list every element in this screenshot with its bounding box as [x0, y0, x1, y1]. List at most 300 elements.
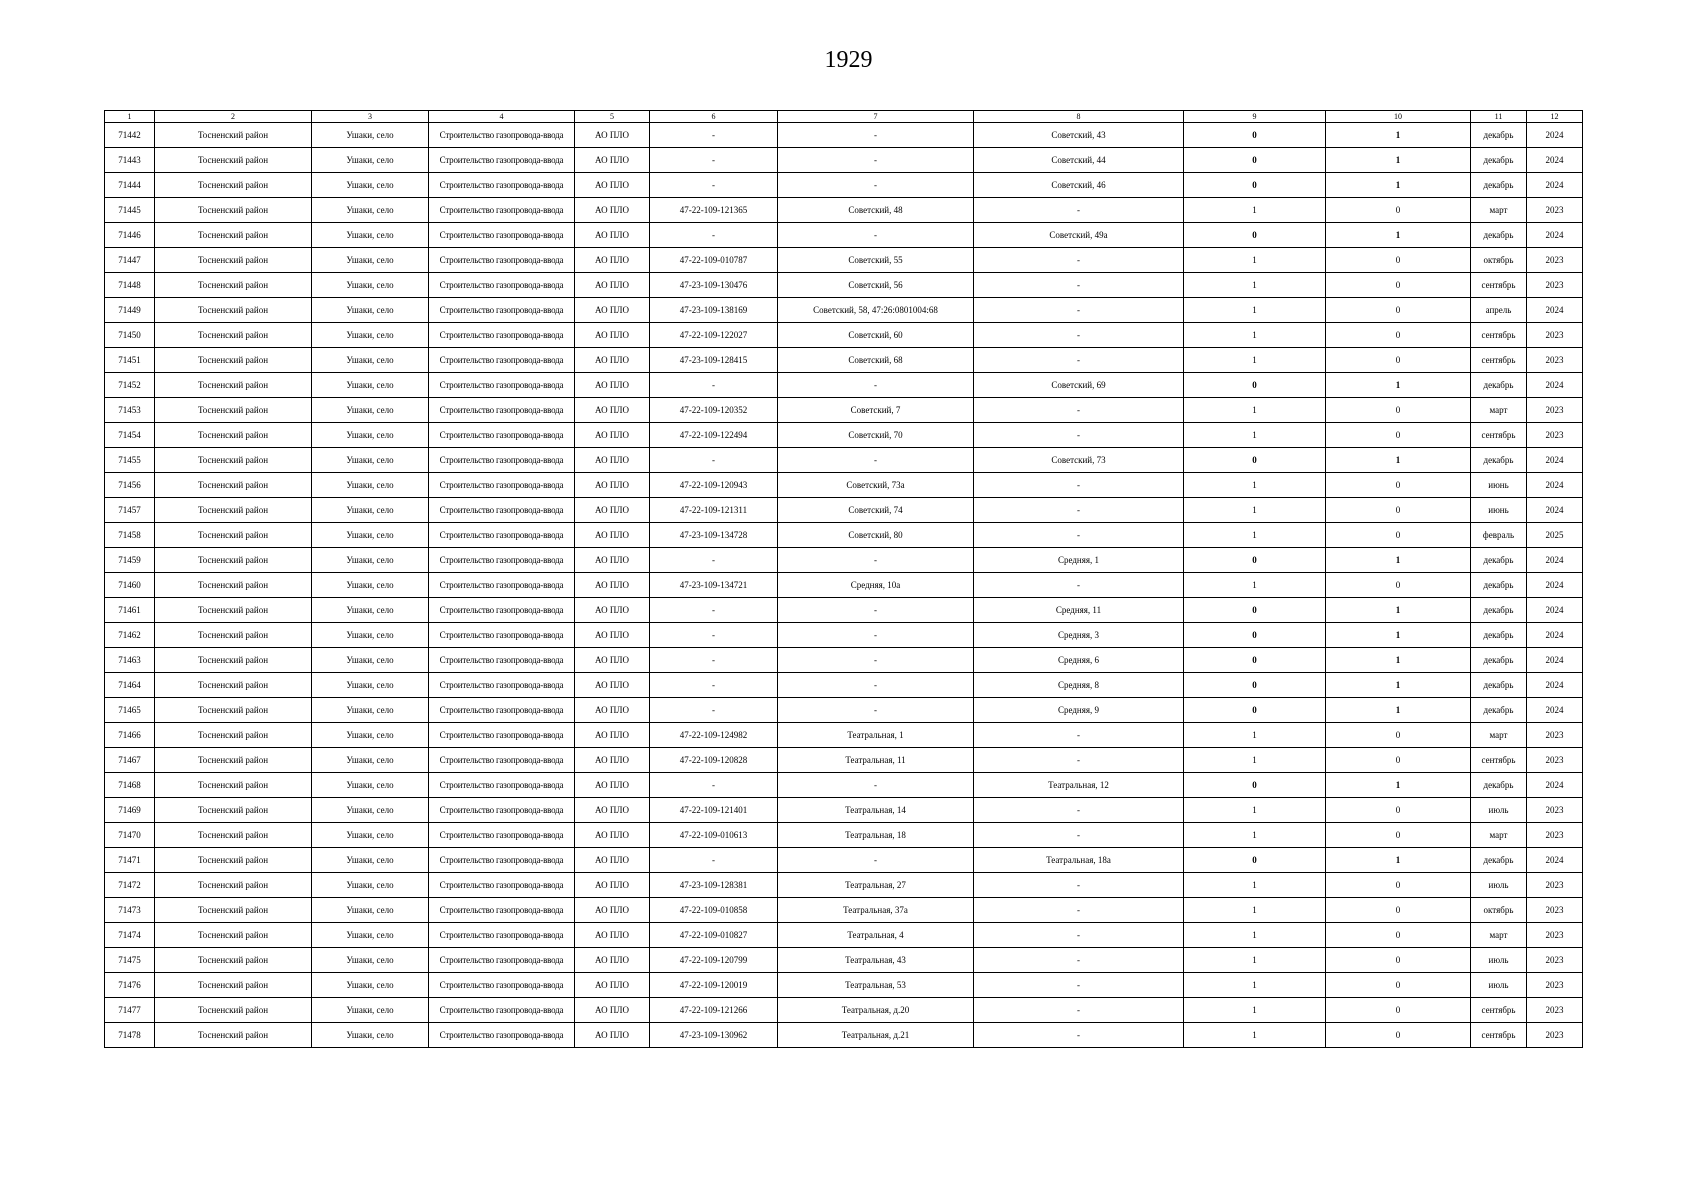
cell-cadastral-number: 47-22-109-120352	[650, 398, 778, 423]
cell-organization: АО ПЛО	[575, 1023, 650, 1048]
cell-district: Тосненский район	[155, 623, 312, 648]
cell-cadastral-number: -	[650, 148, 778, 173]
cell-organization: АО ПЛО	[575, 723, 650, 748]
cell-year: 2024	[1527, 123, 1583, 148]
cell-settlement: Ушаки, село	[312, 123, 429, 148]
cell-count-planned: 0	[1326, 973, 1471, 998]
cell-work-type: Строительство газопровода-ввода	[429, 723, 575, 748]
cell-address-connected: -	[778, 848, 974, 873]
cell-row-number: 71458	[105, 523, 155, 548]
cell-address-connected: Театральная, 1	[778, 723, 974, 748]
table-row	[105, 123, 1583, 148]
cell-month: декабрь	[1471, 848, 1527, 873]
cell-count-planned: 0	[1326, 248, 1471, 273]
cell-cadastral-number: 47-22-109-120799	[650, 948, 778, 973]
cell-cadastral-number: 47-22-109-121266	[650, 998, 778, 1023]
cell-settlement: Ушаки, село	[312, 823, 429, 848]
column-header-5: 5	[575, 111, 650, 123]
cell-address-connected: Театральная, 37а	[778, 898, 974, 923]
cell-address-connected: Театральная, 18	[778, 823, 974, 848]
cell-row-number: 71469	[105, 798, 155, 823]
cell-year: 2024	[1527, 473, 1583, 498]
cell-district: Тосненский район	[155, 873, 312, 898]
cell-organization: АО ПЛО	[575, 673, 650, 698]
table-row	[105, 273, 1583, 298]
cell-month: сентябрь	[1471, 323, 1527, 348]
cell-count-planned: 0	[1326, 898, 1471, 923]
cell-count-connected: 1	[1184, 973, 1326, 998]
table-row	[105, 1023, 1583, 1048]
cell-count-planned: 1	[1326, 173, 1471, 198]
cell-row-number: 71464	[105, 673, 155, 698]
cell-row-number: 71467	[105, 748, 155, 773]
cell-year: 2024	[1527, 173, 1583, 198]
cell-year: 2023	[1527, 923, 1583, 948]
cell-count-planned: 0	[1326, 573, 1471, 598]
cell-year: 2023	[1527, 823, 1583, 848]
cell-district: Тосненский район	[155, 973, 312, 998]
column-header-1: 1	[105, 111, 155, 123]
cell-count-planned: 1	[1326, 698, 1471, 723]
cell-count-planned: 1	[1326, 548, 1471, 573]
cell-organization: АО ПЛО	[575, 648, 650, 673]
cell-district: Тосненский район	[155, 148, 312, 173]
cell-district: Тосненский район	[155, 823, 312, 848]
table-row	[105, 198, 1583, 223]
cell-month: июнь	[1471, 498, 1527, 523]
cell-row-number: 71446	[105, 223, 155, 248]
cell-year: 2023	[1527, 898, 1583, 923]
cell-cadastral-number: -	[650, 448, 778, 473]
table-row	[105, 698, 1583, 723]
table-row	[105, 423, 1583, 448]
cell-row-number: 71471	[105, 848, 155, 873]
cell-address-planned: -	[974, 998, 1184, 1023]
cell-address-planned: -	[974, 1023, 1184, 1048]
column-header-12: 12	[1527, 111, 1583, 123]
cell-address-connected: Советский, 68	[778, 348, 974, 373]
cell-count-connected: 0	[1184, 648, 1326, 673]
cell-organization: АО ПЛО	[575, 398, 650, 423]
cell-address-connected: Театральная, 27	[778, 873, 974, 898]
cell-work-type: Строительство газопровода-ввода	[429, 698, 575, 723]
cell-district: Тосненский район	[155, 123, 312, 148]
cell-address-planned: -	[974, 723, 1184, 748]
cell-work-type: Строительство газопровода-ввода	[429, 198, 575, 223]
cell-work-type: Строительство газопровода-ввода	[429, 323, 575, 348]
cell-district: Тосненский район	[155, 548, 312, 573]
cell-address-planned: Советский, 43	[974, 123, 1184, 148]
column-header-4: 4	[429, 111, 575, 123]
cell-count-connected: 1	[1184, 723, 1326, 748]
cell-work-type: Строительство газопровода-ввода	[429, 998, 575, 1023]
table-row	[105, 873, 1583, 898]
cell-count-planned: 1	[1326, 373, 1471, 398]
table-row	[105, 948, 1583, 973]
cell-settlement: Ушаки, село	[312, 723, 429, 748]
cell-row-number: 71456	[105, 473, 155, 498]
cell-row-number: 71474	[105, 923, 155, 948]
cell-address-connected: Советский, 80	[778, 523, 974, 548]
cell-count-planned: 0	[1326, 748, 1471, 773]
cell-settlement: Ушаки, село	[312, 523, 429, 548]
cell-count-planned: 0	[1326, 498, 1471, 523]
cell-year: 2024	[1527, 498, 1583, 523]
cell-row-number: 71443	[105, 148, 155, 173]
cell-settlement: Ушаки, село	[312, 198, 429, 223]
cell-district: Тосненский район	[155, 523, 312, 548]
cell-work-type: Строительство газопровода-ввода	[429, 273, 575, 298]
cell-count-planned: 1	[1326, 223, 1471, 248]
cell-settlement: Ушаки, село	[312, 998, 429, 1023]
cell-address-connected: Театральная, 53	[778, 973, 974, 998]
cell-count-planned: 0	[1326, 398, 1471, 423]
cell-row-number: 71449	[105, 298, 155, 323]
cell-year: 2023	[1527, 273, 1583, 298]
cell-district: Тосненский район	[155, 923, 312, 948]
cell-organization: АО ПЛО	[575, 773, 650, 798]
cell-settlement: Ушаки, село	[312, 948, 429, 973]
table-row	[105, 798, 1583, 823]
cell-organization: АО ПЛО	[575, 123, 650, 148]
cell-organization: АО ПЛО	[575, 173, 650, 198]
cell-year: 2024	[1527, 373, 1583, 398]
column-header-3: 3	[312, 111, 429, 123]
cell-settlement: Ушаки, село	[312, 798, 429, 823]
table-row	[105, 248, 1583, 273]
cell-year: 2023	[1527, 423, 1583, 448]
cell-district: Тосненский район	[155, 348, 312, 373]
cell-cadastral-number: 47-22-109-121365	[650, 198, 778, 223]
cell-row-number: 71451	[105, 348, 155, 373]
cell-month: декабрь	[1471, 448, 1527, 473]
cell-cadastral-number: 47-22-109-010787	[650, 248, 778, 273]
cell-district: Тосненский район	[155, 323, 312, 348]
cell-work-type: Строительство газопровода-ввода	[429, 148, 575, 173]
cell-cadastral-number: 47-23-109-128415	[650, 348, 778, 373]
cell-year: 2023	[1527, 348, 1583, 373]
cell-count-connected: 1	[1184, 948, 1326, 973]
cell-month: октябрь	[1471, 898, 1527, 923]
cell-address-planned: Советский, 46	[974, 173, 1184, 198]
cell-row-number: 71450	[105, 323, 155, 348]
cell-row-number: 71470	[105, 823, 155, 848]
table-row	[105, 398, 1583, 423]
cell-organization: АО ПЛО	[575, 848, 650, 873]
cell-address-planned: Театральная, 18а	[974, 848, 1184, 873]
cell-row-number: 71463	[105, 648, 155, 673]
cell-month: декабрь	[1471, 223, 1527, 248]
cell-cadastral-number: -	[650, 698, 778, 723]
cell-settlement: Ушаки, село	[312, 648, 429, 673]
cell-address-planned: Средняя, 11	[974, 598, 1184, 623]
cell-address-connected: Театральная, 14	[778, 798, 974, 823]
cell-count-planned: 0	[1326, 273, 1471, 298]
cell-address-planned: Советский, 69	[974, 373, 1184, 398]
cell-address-connected: -	[778, 698, 974, 723]
cell-count-connected: 1	[1184, 498, 1326, 523]
cell-settlement: Ушаки, село	[312, 298, 429, 323]
cell-address-planned: -	[974, 248, 1184, 273]
cell-count-connected: 0	[1184, 123, 1326, 148]
cell-work-type: Строительство газопровода-ввода	[429, 423, 575, 448]
cell-cadastral-number: 47-22-109-010613	[650, 823, 778, 848]
cell-address-connected: -	[778, 548, 974, 573]
cell-cadastral-number: -	[650, 598, 778, 623]
cell-count-connected: 0	[1184, 223, 1326, 248]
cell-settlement: Ушаки, село	[312, 923, 429, 948]
cell-organization: АО ПЛО	[575, 448, 650, 473]
cell-district: Тосненский район	[155, 948, 312, 973]
cell-row-number: 71476	[105, 973, 155, 998]
cell-settlement: Ушаки, село	[312, 248, 429, 273]
cell-year: 2024	[1527, 298, 1583, 323]
table-row	[105, 173, 1583, 198]
cell-district: Тосненский район	[155, 223, 312, 248]
cell-address-connected: -	[778, 448, 974, 473]
cell-district: Тосненский район	[155, 898, 312, 923]
cell-count-connected: 0	[1184, 548, 1326, 573]
cell-cadastral-number: -	[650, 648, 778, 673]
cell-organization: АО ПЛО	[575, 473, 650, 498]
cell-settlement: Ушаки, село	[312, 973, 429, 998]
cell-district: Тосненский район	[155, 398, 312, 423]
cell-count-planned: 1	[1326, 848, 1471, 873]
cell-address-planned: Советский, 49а	[974, 223, 1184, 248]
cell-row-number: 71477	[105, 998, 155, 1023]
cell-address-connected: Советский, 73а	[778, 473, 974, 498]
cell-district: Тосненский район	[155, 573, 312, 598]
cell-address-connected: Театральная, 4	[778, 923, 974, 948]
cell-organization: АО ПЛО	[575, 223, 650, 248]
cell-district: Тосненский район	[155, 723, 312, 748]
cell-district: Тосненский район	[155, 773, 312, 798]
cell-count-connected: 0	[1184, 373, 1326, 398]
cell-address-planned: Средняя, 3	[974, 623, 1184, 648]
cell-cadastral-number: -	[650, 673, 778, 698]
cell-month: декабрь	[1471, 123, 1527, 148]
table-row	[105, 148, 1583, 173]
table-row	[105, 298, 1583, 323]
cell-address-connected: Советский, 7	[778, 398, 974, 423]
cell-settlement: Ушаки, село	[312, 373, 429, 398]
column-header-10: 10	[1326, 111, 1471, 123]
cell-address-planned: -	[974, 398, 1184, 423]
cell-count-connected: 1	[1184, 348, 1326, 373]
cell-count-planned: 0	[1326, 198, 1471, 223]
table-body	[105, 123, 1583, 1048]
cell-count-connected: 0	[1184, 773, 1326, 798]
cell-work-type: Строительство газопровода-ввода	[429, 398, 575, 423]
cell-year: 2023	[1527, 973, 1583, 998]
cell-district: Тосненский район	[155, 1023, 312, 1048]
cell-count-planned: 0	[1326, 948, 1471, 973]
cell-cadastral-number: -	[650, 548, 778, 573]
cell-district: Тосненский район	[155, 298, 312, 323]
cell-month: июль	[1471, 973, 1527, 998]
table-row	[105, 573, 1583, 598]
cell-organization: АО ПЛО	[575, 573, 650, 598]
cell-month: март	[1471, 923, 1527, 948]
cell-settlement: Ушаки, село	[312, 273, 429, 298]
cell-work-type: Строительство газопровода-ввода	[429, 598, 575, 623]
column-header-6: 6	[650, 111, 778, 123]
cell-work-type: Строительство газопровода-ввода	[429, 373, 575, 398]
cell-work-type: Строительство газопровода-ввода	[429, 348, 575, 373]
cell-month: декабрь	[1471, 548, 1527, 573]
cell-year: 2024	[1527, 148, 1583, 173]
cell-month: декабрь	[1471, 773, 1527, 798]
cell-district: Тосненский район	[155, 673, 312, 698]
cell-count-planned: 1	[1326, 673, 1471, 698]
cell-address-planned: -	[974, 273, 1184, 298]
cell-row-number: 71457	[105, 498, 155, 523]
cell-count-connected: 0	[1184, 598, 1326, 623]
cell-cadastral-number: 47-22-109-120019	[650, 973, 778, 998]
cell-row-number: 71461	[105, 598, 155, 623]
cell-cadastral-number: 47-22-109-122027	[650, 323, 778, 348]
cell-work-type: Строительство газопровода-ввода	[429, 473, 575, 498]
cell-month: апрель	[1471, 298, 1527, 323]
cell-district: Тосненский район	[155, 273, 312, 298]
table-row	[105, 773, 1583, 798]
cell-count-planned: 0	[1326, 323, 1471, 348]
cell-cadastral-number: 47-23-109-130962	[650, 1023, 778, 1048]
cell-settlement: Ушаки, село	[312, 598, 429, 623]
cell-count-planned: 0	[1326, 423, 1471, 448]
cell-address-planned: -	[974, 323, 1184, 348]
cell-address-planned: -	[974, 898, 1184, 923]
cell-year: 2023	[1527, 723, 1583, 748]
cell-month: март	[1471, 198, 1527, 223]
cell-district: Тосненский район	[155, 173, 312, 198]
cell-district: Тосненский район	[155, 448, 312, 473]
cell-organization: АО ПЛО	[575, 548, 650, 573]
cell-cadastral-number: 47-23-109-130476	[650, 273, 778, 298]
cell-month: март	[1471, 823, 1527, 848]
cell-work-type: Строительство газопровода-ввода	[429, 948, 575, 973]
cell-count-planned: 1	[1326, 648, 1471, 673]
cell-address-planned: Средняя, 1	[974, 548, 1184, 573]
cell-row-number: 71466	[105, 723, 155, 748]
cell-district: Тосненский район	[155, 798, 312, 823]
cell-address-planned: -	[974, 198, 1184, 223]
cell-count-connected: 1	[1184, 823, 1326, 848]
cell-work-type: Строительство газопровода-ввода	[429, 123, 575, 148]
cell-count-connected: 1	[1184, 748, 1326, 773]
cell-count-planned: 0	[1326, 348, 1471, 373]
cell-address-planned: -	[974, 948, 1184, 973]
cell-cadastral-number: 47-23-109-128381	[650, 873, 778, 898]
cell-count-connected: 1	[1184, 298, 1326, 323]
cell-count-planned: 1	[1326, 623, 1471, 648]
cell-address-planned: -	[974, 923, 1184, 948]
cell-year: 2024	[1527, 673, 1583, 698]
cell-address-planned: -	[974, 873, 1184, 898]
cell-count-connected: 1	[1184, 198, 1326, 223]
cell-settlement: Ушаки, село	[312, 173, 429, 198]
cell-organization: АО ПЛО	[575, 248, 650, 273]
cell-organization: АО ПЛО	[575, 148, 650, 173]
cell-address-planned: -	[974, 573, 1184, 598]
cell-count-planned: 1	[1326, 448, 1471, 473]
cell-year: 2024	[1527, 773, 1583, 798]
cell-cadastral-number: 47-22-109-120943	[650, 473, 778, 498]
cell-settlement: Ушаки, село	[312, 323, 429, 348]
table-row	[105, 598, 1583, 623]
cell-row-number: 71478	[105, 1023, 155, 1048]
cell-organization: АО ПЛО	[575, 373, 650, 398]
table-row	[105, 823, 1583, 848]
cell-month: сентябрь	[1471, 423, 1527, 448]
cell-settlement: Ушаки, село	[312, 848, 429, 873]
cell-count-planned: 1	[1326, 598, 1471, 623]
cell-address-connected: -	[778, 673, 974, 698]
cell-address-connected: -	[778, 148, 974, 173]
cell-count-planned: 0	[1326, 298, 1471, 323]
cell-work-type: Строительство газопровода-ввода	[429, 873, 575, 898]
cell-year: 2024	[1527, 448, 1583, 473]
cell-settlement: Ушаки, село	[312, 223, 429, 248]
cell-month: декабрь	[1471, 173, 1527, 198]
cell-count-connected: 1	[1184, 998, 1326, 1023]
cell-year: 2025	[1527, 523, 1583, 548]
cell-count-planned: 0	[1326, 998, 1471, 1023]
cell-count-connected: 1	[1184, 573, 1326, 598]
table-row	[105, 923, 1583, 948]
cell-count-connected: 1	[1184, 323, 1326, 348]
cell-organization: АО ПЛО	[575, 423, 650, 448]
table-row	[105, 323, 1583, 348]
cell-address-connected: Советский, 70	[778, 423, 974, 448]
cell-organization: АО ПЛО	[575, 948, 650, 973]
cell-settlement: Ушаки, село	[312, 448, 429, 473]
cell-month: декабрь	[1471, 373, 1527, 398]
cell-work-type: Строительство газопровода-ввода	[429, 648, 575, 673]
cell-address-connected: Советский, 58, 47:26:0801004:68	[778, 298, 974, 323]
cell-row-number: 71448	[105, 273, 155, 298]
cell-work-type: Строительство газопровода-ввода	[429, 623, 575, 648]
cell-year: 2024	[1527, 598, 1583, 623]
cell-address-planned: Советский, 73	[974, 448, 1184, 473]
cell-district: Тосненский район	[155, 648, 312, 673]
cell-row-number: 71445	[105, 198, 155, 223]
cell-district: Тосненский район	[155, 698, 312, 723]
cell-row-number: 71454	[105, 423, 155, 448]
cell-work-type: Строительство газопровода-ввода	[429, 1023, 575, 1048]
cell-address-connected: Театральная, д.20	[778, 998, 974, 1023]
cell-work-type: Строительство газопровода-ввода	[429, 673, 575, 698]
cell-month: декабрь	[1471, 598, 1527, 623]
cell-organization: АО ПЛО	[575, 898, 650, 923]
column-header-7: 7	[778, 111, 974, 123]
cell-address-connected: -	[778, 648, 974, 673]
cell-organization: АО ПЛО	[575, 973, 650, 998]
cell-work-type: Строительство газопровода-ввода	[429, 748, 575, 773]
cell-count-connected: 0	[1184, 623, 1326, 648]
cell-month: сентябрь	[1471, 1023, 1527, 1048]
cell-settlement: Ушаки, село	[312, 898, 429, 923]
cell-district: Тосненский район	[155, 498, 312, 523]
cell-organization: АО ПЛО	[575, 923, 650, 948]
cell-district: Тосненский район	[155, 998, 312, 1023]
cell-count-planned: 1	[1326, 773, 1471, 798]
cell-address-planned: Средняя, 8	[974, 673, 1184, 698]
cell-year: 2023	[1527, 948, 1583, 973]
cell-row-number: 71475	[105, 948, 155, 973]
cell-organization: АО ПЛО	[575, 198, 650, 223]
cell-address-connected: Театральная, 11	[778, 748, 974, 773]
